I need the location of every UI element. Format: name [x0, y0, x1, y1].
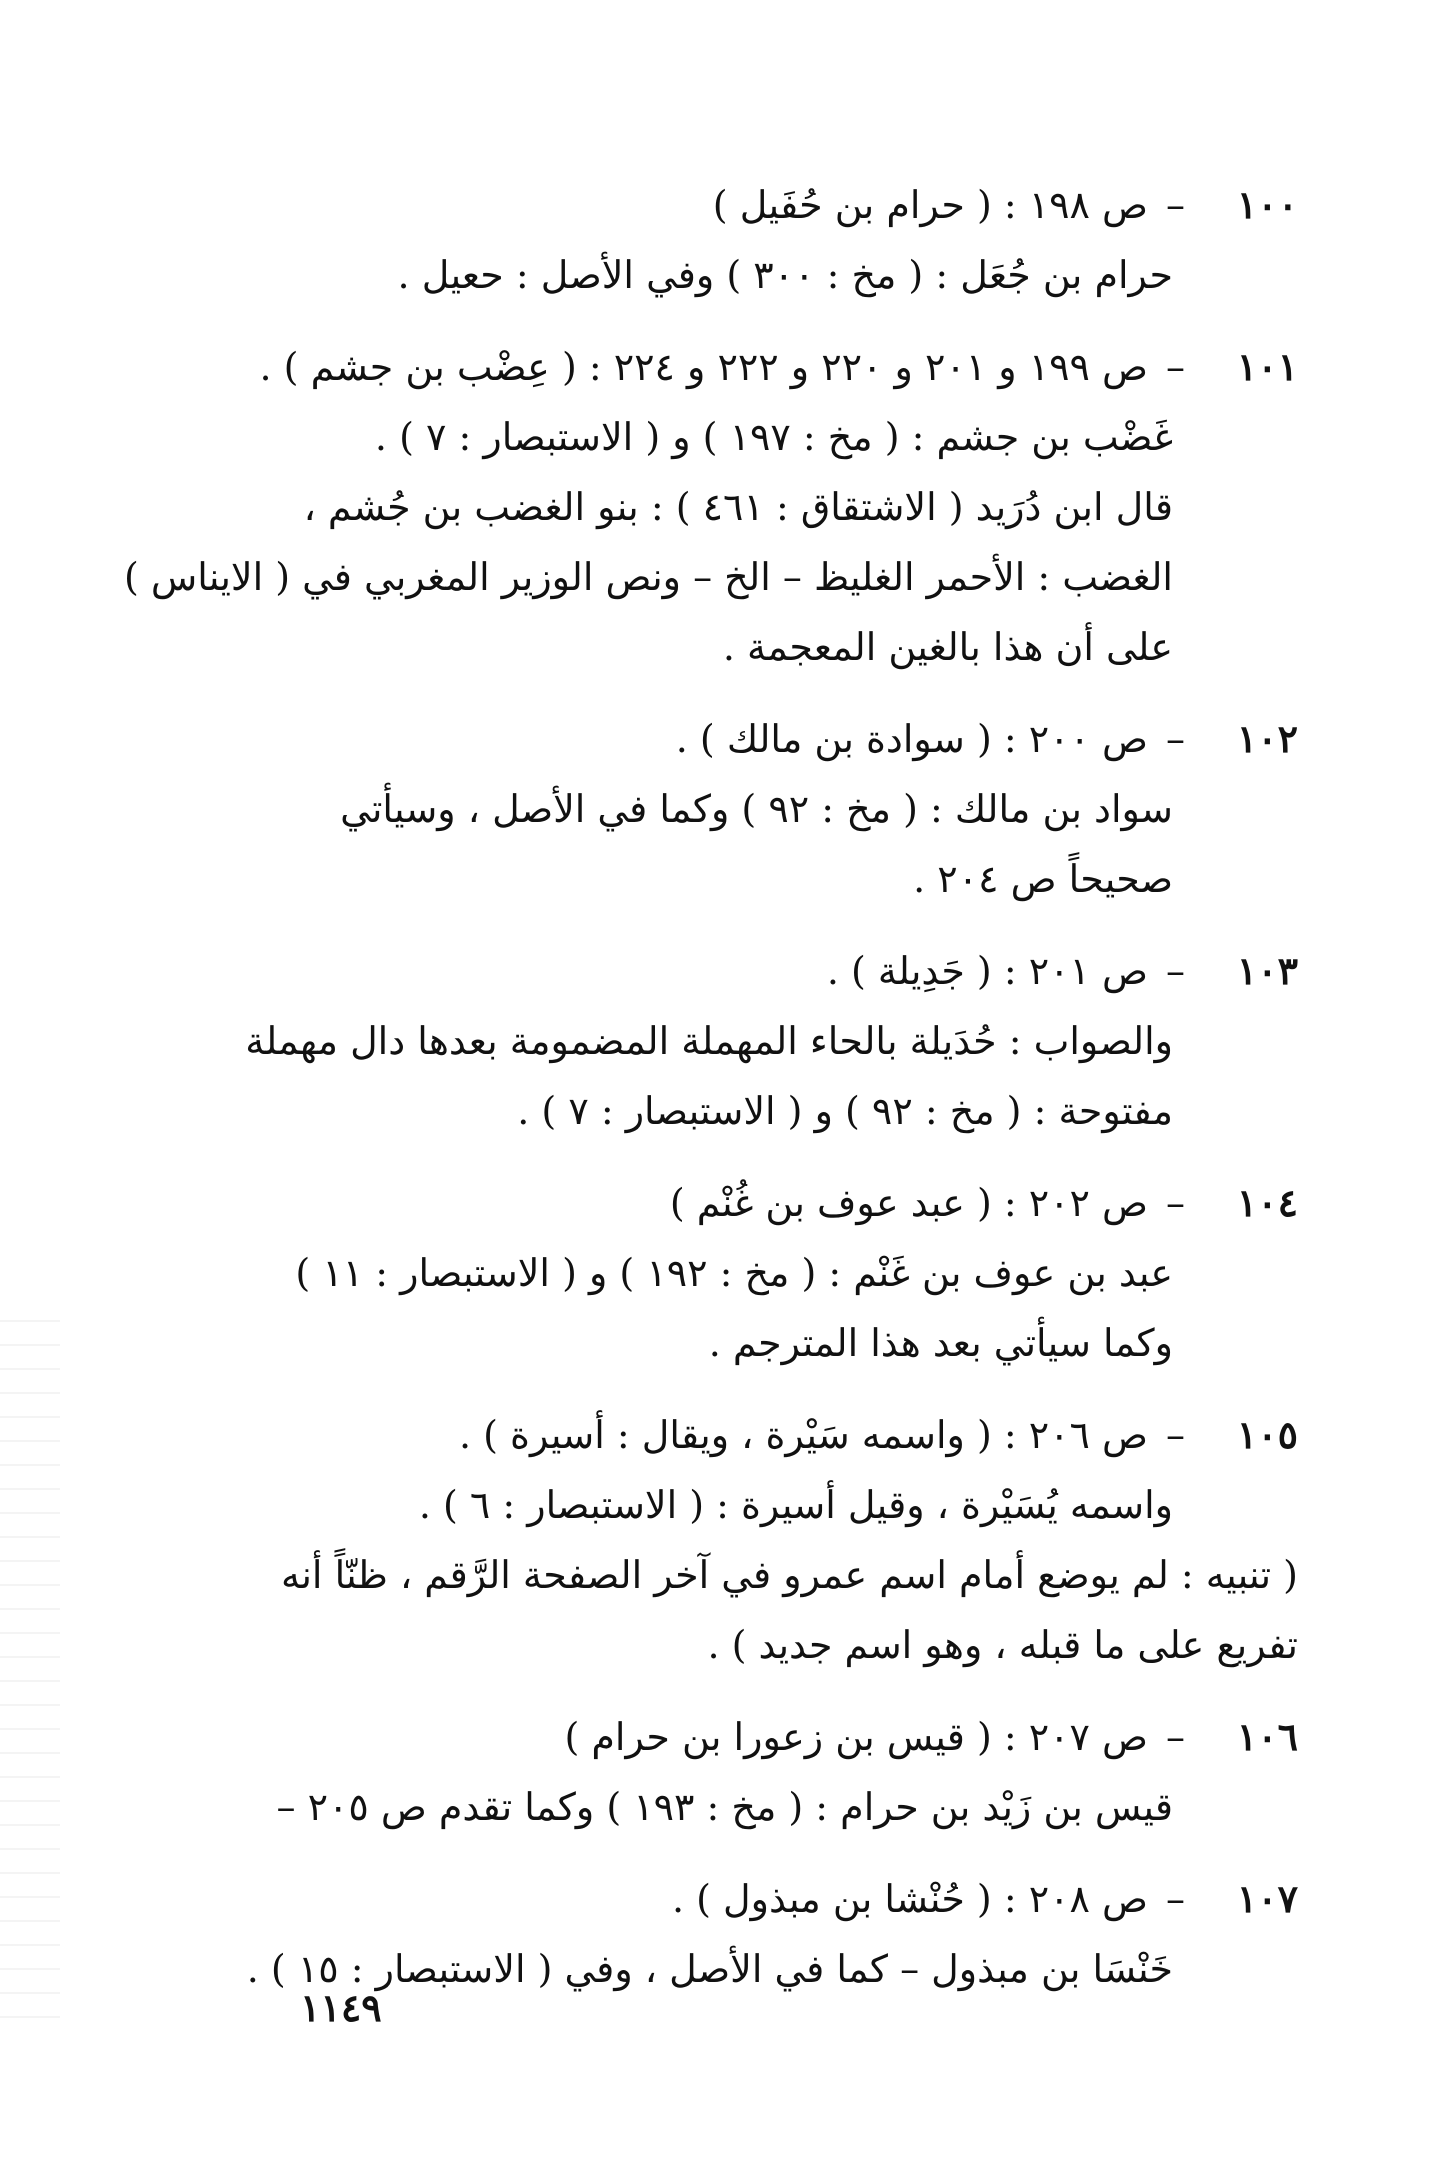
entry-number: ١٠٦	[1236, 1714, 1298, 1759]
entry-number: ١٠٣	[1236, 948, 1298, 993]
entry-body	[155, 1772, 1298, 1842]
entry	[155, 170, 1298, 310]
entry-title: ص ٢٠٨ : ( حُنْشا بن مبذول ) .	[671, 1877, 1148, 1921]
entry-dash: –	[1166, 1181, 1185, 1225]
entry-note-line: تفريع على ما قبله ، وهو اسم جديد ) .	[707, 1623, 1298, 1667]
entry-dash: –	[1166, 717, 1185, 761]
entry-line: عبد بن عوف بن غَنْم : ( مخ : ١٩٢ ) و ( الاستبصار : ١١ )	[295, 1251, 1173, 1295]
entry-dash: –	[1166, 949, 1185, 993]
entry-body	[155, 1470, 1298, 1680]
entry-heading	[155, 1702, 1298, 1772]
entry-dash: –	[1166, 1413, 1185, 1457]
entry-line: قال ابن دُرَيد ( الاشتقاق : ٤٦١ ) : بنو الغضب بن جُشم ،	[303, 485, 1173, 529]
entry-dash: –	[1166, 1715, 1185, 1759]
entry-heading	[155, 1864, 1298, 1934]
entry	[155, 1702, 1298, 1842]
entry-number: ١٠٠	[1236, 182, 1298, 227]
entry-number: ١٠٧	[1236, 1876, 1298, 1921]
entry-dash: –	[1166, 1877, 1185, 1921]
entry-title: ص ٢٠٠ : ( سوادة بن مالك ) .	[675, 717, 1148, 761]
entry-heading	[155, 936, 1298, 1006]
entry-line: قيس بن زَيْد بن حرام : ( مخ : ١٩٣ ) وكما تقدم ص ٢٠٥ –	[276, 1785, 1173, 1829]
entry	[155, 1864, 1298, 2004]
entry	[124, 332, 1298, 682]
entry-heading	[155, 170, 1298, 240]
entry	[155, 1400, 1298, 1680]
entry-line: سواد بن مالك : ( مخ : ٩٢ ) وكما في الأصل ، وسيأتي	[340, 787, 1173, 831]
entry-heading	[155, 332, 1298, 402]
entry-heading	[155, 1400, 1298, 1470]
entry-body	[155, 1006, 1298, 1146]
entry-line: واسمه يُسَيْرة ، وقيل أسيرة : ( الاستبصار : ٦ ) .	[418, 1483, 1173, 1527]
page-number: ١١٤٩	[300, 1985, 382, 2030]
entry	[155, 936, 1298, 1146]
scan-edge-artifact	[0, 1320, 60, 2020]
entry-line: على أن هذا بالغين المعجمة .	[722, 625, 1173, 669]
entries-list	[124, 170, 1298, 2026]
entry-line: والصواب : حُدَيلة بالحاء المهملة المضمومة بعدها دال مهملة	[245, 1019, 1173, 1063]
entry-line: حرام بن جُعَل : ( مخ : ٣٠٠ ) وفي الأصل : حعيل .	[397, 253, 1173, 297]
entry-note-line: ( تنبيه : لم يوضع أمام اسم عمرو في آخر الصفحة الرَّقم ، ظنّاً أنه	[280, 1553, 1298, 1597]
entry-body	[155, 774, 1298, 914]
entry-title: ص ٢٠٢ : ( عبد عوف بن غُنْم )	[669, 1181, 1148, 1225]
entry-body	[155, 1238, 1298, 1378]
entry-title: ص ١٩٩ و ٢٠١ و ٢٢٠ و ٢٢٢ و ٢٢٤ : ( عِضْب بن جشم ) .	[259, 345, 1148, 389]
entry-line: مفتوحة : ( مخ : ٩٢ ) و ( الاستبصار : ٧ ) .	[517, 1089, 1173, 1133]
entry-number: ١٠٤	[1236, 1180, 1298, 1225]
entry-title: ص ٢٠٦ : ( واسمه سَيْرة ، ويقال : أسيرة ) .	[458, 1413, 1148, 1457]
entry-number: ١٠١	[1236, 344, 1298, 389]
entry-line: غَضْب بن جشم : ( مخ : ١٩٧ ) و ( الاستبصار : ٧ ) .	[374, 415, 1173, 459]
entry-number: ١٠٥	[1236, 1412, 1298, 1457]
entry-title: ص ٢٠١ : ( جَدِيلة ) .	[826, 949, 1148, 993]
entry-dash: –	[1166, 345, 1185, 389]
entry-title: ص ١٩٨ : ( حرام بن حُفَيل )	[712, 183, 1148, 227]
entry	[155, 704, 1298, 914]
entry-heading	[155, 1168, 1298, 1238]
entry-line: خَنْسَا بن مبذول – كما في الأصل ، وفي ( الاستبصار : ١٥ ) .	[246, 1947, 1173, 1991]
entry-number: ١٠٢	[1236, 716, 1298, 761]
entry-dash: –	[1166, 183, 1185, 227]
entry-heading	[155, 704, 1298, 774]
entry-body	[124, 402, 1298, 682]
entry-title: ص ٢٠٧ : ( قيس بن زعورا بن حرام )	[564, 1715, 1148, 1759]
entry-line: صحيحاً ص ٢٠٤ .	[913, 857, 1173, 901]
entry	[155, 1168, 1298, 1378]
entry-line: وكما سيأتي بعد هذا المترجم .	[708, 1321, 1173, 1365]
entry-line: الغضب : الأحمر الغليظ – الخ – ونص الوزير المغربي في ( الايناس )	[124, 555, 1173, 599]
entry-body	[155, 240, 1298, 310]
